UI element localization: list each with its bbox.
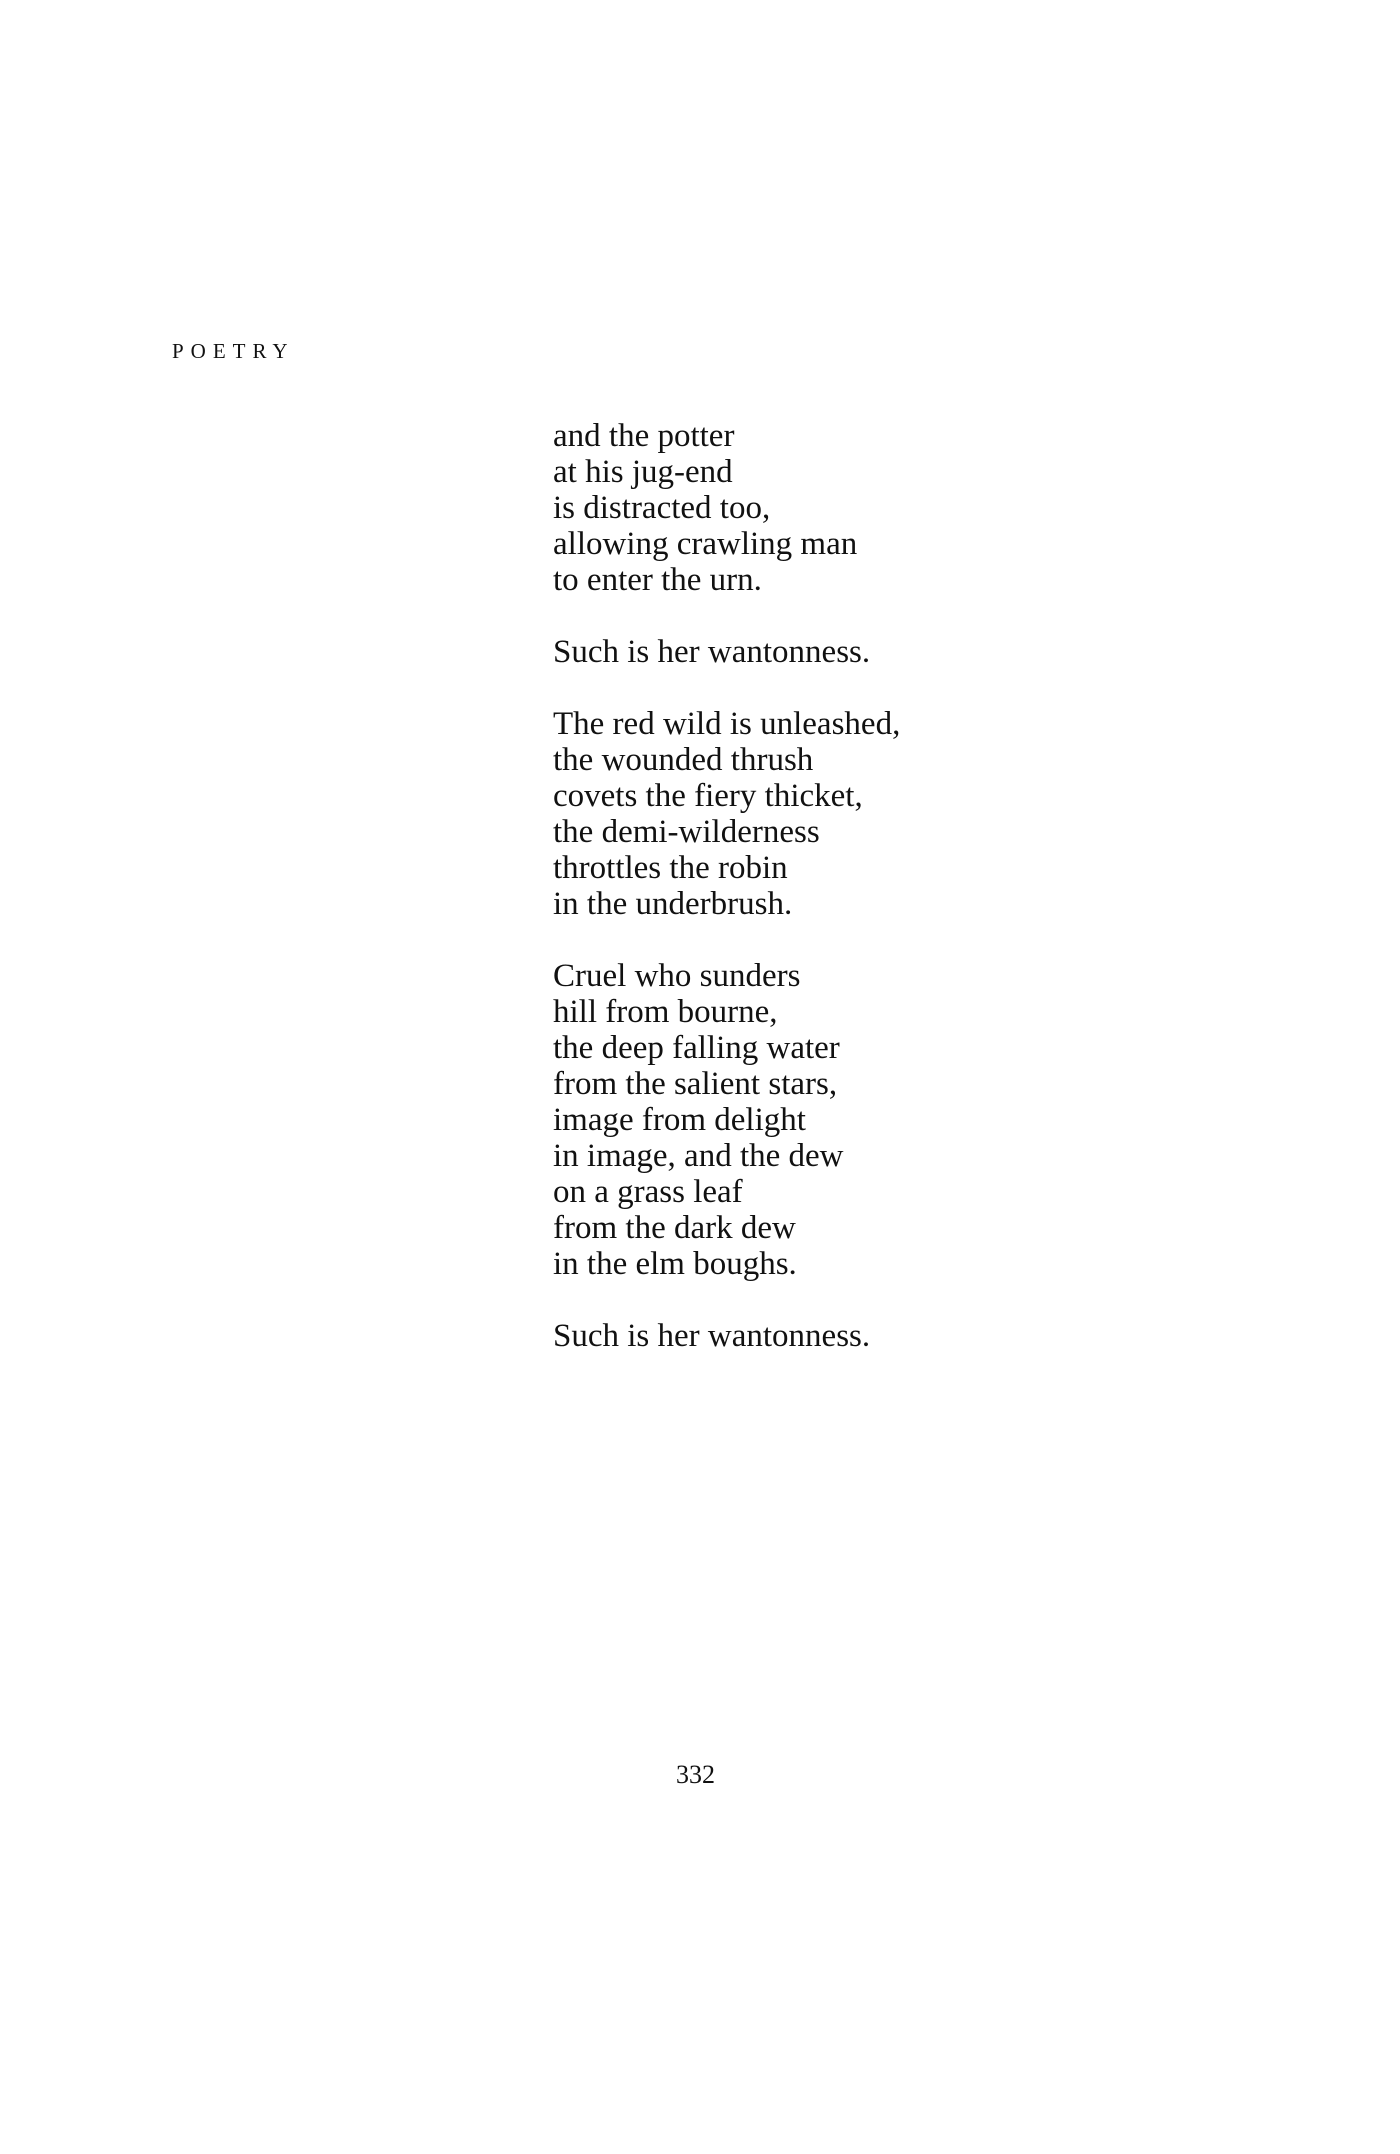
running-head: POETRY: [172, 339, 295, 363]
poem-line: on a grass leaf: [553, 1174, 743, 1210]
poem-line: allowing crawling man: [553, 526, 858, 562]
poem-line: Such is her wantonness.: [553, 1318, 871, 1354]
poem-line: and the potter: [553, 418, 735, 454]
poem-line: from the dark dew: [553, 1210, 796, 1246]
poem-line: is distracted too,: [553, 490, 771, 526]
poem-line: Cruel who sunders: [553, 958, 801, 994]
poem-line: throttles the robin: [553, 850, 788, 886]
poem: [553, 418, 1253, 1354]
poem-line: the deep falling water: [553, 1030, 840, 1066]
poem-line: in the elm boughs.: [553, 1246, 797, 1282]
poem-line: image from delight: [553, 1102, 806, 1138]
poem-line: in image, and the dew: [553, 1138, 844, 1174]
stanza: [553, 418, 1253, 598]
stanza: [553, 634, 1253, 670]
poem-line: in the underbrush.: [553, 886, 793, 922]
poem-line: covets the fiery thicket,: [553, 778, 863, 814]
stanza: [553, 706, 1253, 922]
stanza: [553, 1318, 1253, 1354]
poem-line: hill from bourne,: [553, 994, 778, 1030]
poem-line: the wounded thrush: [553, 742, 814, 778]
poem-line: to enter the urn.: [553, 562, 762, 598]
poem-line: from the salient stars,: [553, 1066, 838, 1102]
stanza: [553, 958, 1253, 1282]
poem-line: The red wild is unleashed,: [553, 706, 901, 742]
poem-line: at his jug-end: [553, 454, 733, 490]
poem-line: Such is her wantonness.: [553, 634, 871, 670]
page-number: 332: [676, 1760, 715, 1789]
poem-line: the demi-wilderness: [553, 814, 820, 850]
